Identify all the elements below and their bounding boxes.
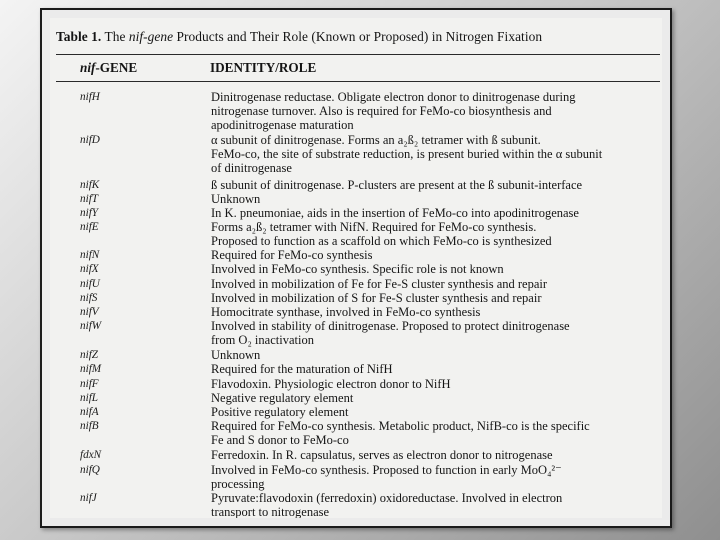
role-cell: Positive regulatory element	[211, 405, 349, 419]
role-cell: Required for the maturation of NifH	[211, 362, 393, 376]
role-cell: α subunit of dinitrogenase. Forms an a₂ß₂ tetramer with ß subunit. FeMo-co, the site of substrate reduction, is present buried within the α subunit of dinitrogenase	[211, 133, 603, 175]
role-cell: Involved in mobilization of S for Fe-S cluster synthesis and repair	[211, 291, 542, 305]
role-cell: ß subunit of dinitrogenase. P-clusters are present at the ß subunit-interface	[211, 178, 583, 192]
gene-cell: nifJ	[80, 492, 97, 504]
gene-cell: nifK	[80, 179, 100, 191]
gene-cell: nifW	[80, 320, 102, 332]
role-column-header: IDENTITY/ROLE	[210, 60, 317, 75]
gene-cell: nifD	[80, 134, 100, 146]
header-rule	[56, 81, 660, 82]
table-label: Table 1.	[56, 29, 102, 44]
top-rule	[56, 54, 660, 55]
gene-cell: nifN	[80, 249, 100, 261]
role-cell: Negative regulatory element	[211, 391, 354, 405]
gene-cell: nifE	[80, 221, 99, 233]
table-title	[56, 29, 542, 45]
gene-cell: nifS	[80, 292, 98, 304]
role-cell: Required for FeMo-co synthesis	[211, 248, 373, 262]
gene-cell: nifM	[80, 363, 102, 375]
title-rest: Products and Their Role (Known or Proposed) in Nitrogen Fixation	[173, 29, 543, 44]
gene-cell: nifB	[80, 420, 99, 432]
gene-cell: nifT	[80, 193, 99, 205]
gene-header-italic: nif	[80, 60, 96, 75]
gene-cell: nifA	[80, 406, 99, 418]
title-italic: nif-gene	[128, 29, 174, 44]
role-cell: Unknown	[211, 192, 261, 206]
role-cell: Involved in FeMo-co synthesis. Specific role is not known	[211, 262, 504, 276]
role-cell: Pyruvate:flavodoxin (ferredoxin) oxidoreductase. Involved in electron transport to nitrogenase	[211, 491, 563, 518]
gene-cell: nifU	[80, 278, 100, 290]
role-cell: Unknown	[211, 348, 261, 362]
role-cell: Involved in mobilization of Fe for Fe-S cluster synthesis and repair	[211, 277, 548, 291]
role-cell: Involved in stability of dinitrogenase. Proposed to protect dinitrogenase from O₂ inactivation	[211, 319, 570, 347]
role-cell: Ferredoxin. In R. capsulatus, serves as electron donor to nitrogenase	[211, 448, 553, 462]
role-cell: Required for FeMo-co synthesis. Metabolic product, NifB-co is the specific Fe and S donor to FeMo-co	[211, 419, 590, 447]
role-cell: Involved in FeMo-co synthesis. Proposed to function in early MoO₄²⁻ processing	[211, 463, 562, 491]
role-cell: Dinitrogenase reductase. Obligate electron donor to dinitrogenase during nitrogenase turnover. Also is required for FeMo-co biosynthesis and apodinitrogenase maturation	[211, 90, 576, 132]
gene-cell: nifX	[80, 263, 99, 275]
gene-cell: nifZ	[80, 349, 99, 361]
gene-column-header	[80, 60, 137, 76]
role-cell: In K. pneumoniae, aids in the insertion of FeMo-co into apodinitrogenase	[211, 206, 579, 220]
gene-cell: fdxN	[80, 449, 102, 461]
scanned-table	[50, 18, 662, 518]
gene-header-rest: -GENE	[95, 60, 138, 75]
gene-cell: nifL	[80, 392, 99, 404]
gene-cell: nifY	[80, 207, 99, 219]
gene-cell: nifH	[80, 91, 100, 103]
gene-cell: nifF	[80, 378, 99, 390]
slide-frame	[40, 8, 672, 528]
gene-cell: nifQ	[80, 464, 100, 476]
role-cell: Forms a₂ß₂ tetramer with NifN. Required for FeMo-co synthesis. Proposed to function as a scaffold on which FeMo-co is synthesized	[211, 220, 552, 248]
role-cell: Flavodoxin. Physiologic electron donor to NifH	[211, 377, 451, 391]
title-prefix: The	[104, 29, 129, 44]
role-cell: Homocitrate synthase, involved in FeMo-co synthesis	[211, 305, 481, 319]
gene-cell: nifV	[80, 306, 99, 318]
